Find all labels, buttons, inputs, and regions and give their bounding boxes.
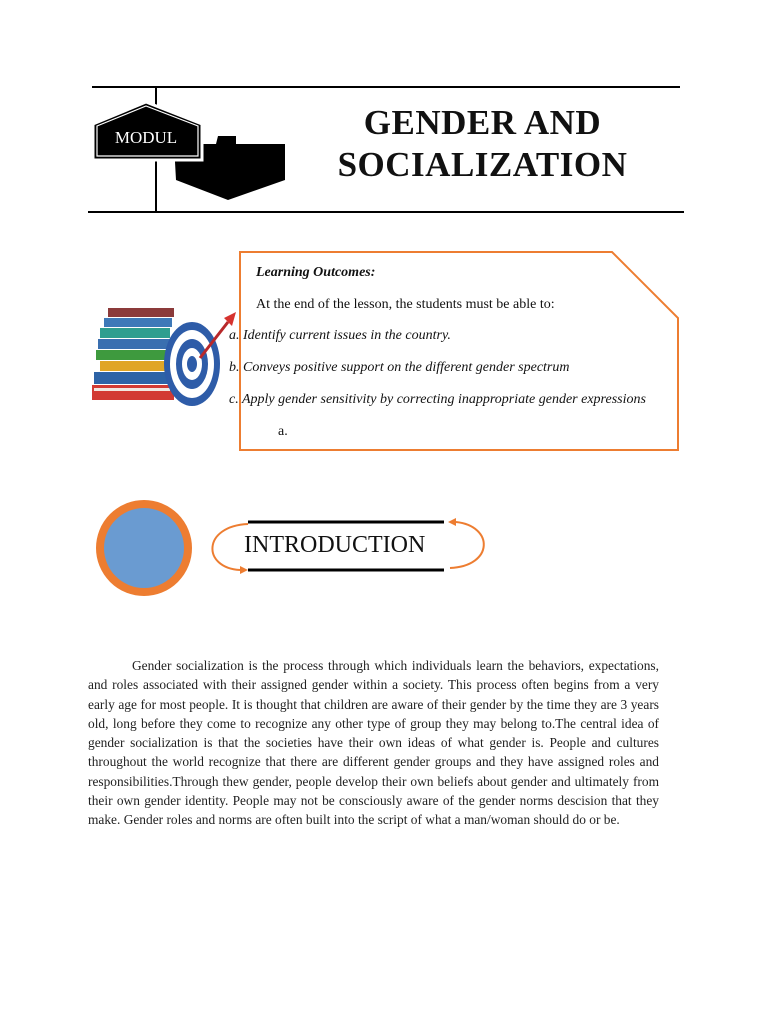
title-line-2: SOCIALIZATION xyxy=(337,145,628,184)
header-bottom-rule xyxy=(88,211,684,213)
header-top-rule xyxy=(92,86,680,88)
body-paragraph: Gender socialization is the process through which individuals learn the behaviors, expectations, and roles associated with their assigned gender within a society. This process often begins from a very early age for most people. It is thought that children are aware of their gender by the time they are 3 years old, long before they come to recognize any other type of group they may belong to.The central idea of gender socialization is that the societies have their own ideas of what gender is. People and cultures throughout the world recognize that there are different gender groups and they have assigned roles and responsibilities.Through thew gender, people develop their own beliefs about gender and ultimately from their own gender identity. People may not be consciously aware of the gender norms descision that they make. Gender roles and norms are often built into the script of what a man/woman should do or be. xyxy=(88,658,659,828)
module-label: MODUL xyxy=(114,128,178,147)
introduction-heading: INTRODUCTION xyxy=(244,532,426,558)
outcome-item: c. Apply gender sensitivity by correcting inappropriate gender expressions xyxy=(229,392,646,407)
intro-circle-icon xyxy=(94,498,194,598)
outcome-item: b. Conveys positive support on the different gender spectrum xyxy=(229,360,570,375)
books-and-target-icon xyxy=(88,300,248,430)
title-line-1: GENDER AND xyxy=(363,103,602,142)
page-title xyxy=(300,102,665,186)
outcome-item: a. Identify current issues in the country. xyxy=(229,328,451,343)
outcome-marker: a. xyxy=(278,424,288,439)
learning-outcomes-intro: At the end of the lesson, the students must be able to: xyxy=(256,297,555,312)
module-badge xyxy=(88,98,290,202)
learning-outcomes-title: Learning Outcomes: xyxy=(256,265,376,280)
